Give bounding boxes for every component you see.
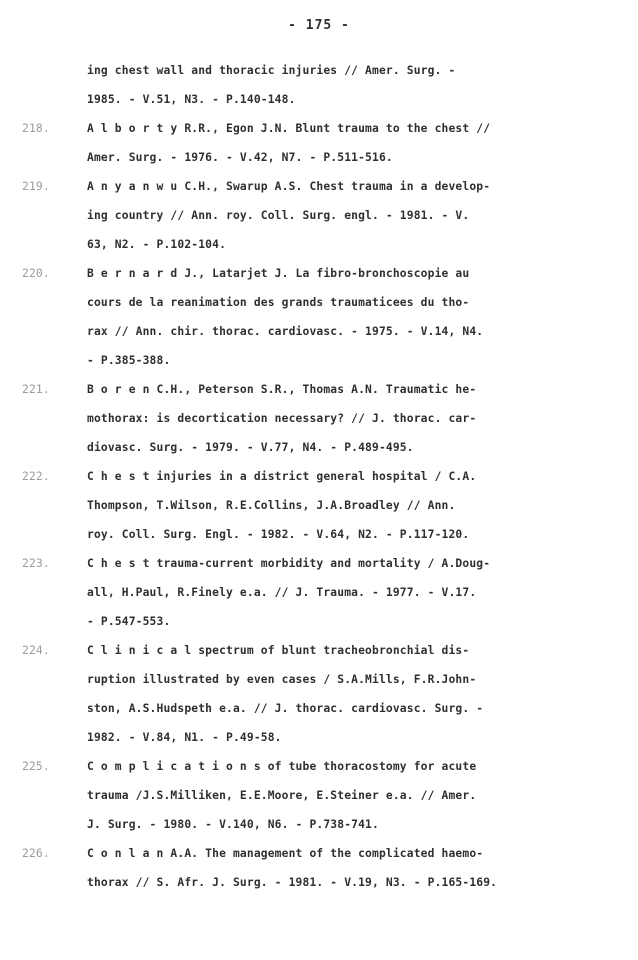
reference-entry [0, 752, 597, 839]
reference-line: A n y a n w u C.H., Swarup A.S. Chest trauma in a develop- [87, 180, 491, 193]
reference-number: 224. [22, 644, 50, 657]
reference-line: 1982. - V.84, N1. - P.49-58. [87, 731, 282, 744]
reference-line: C l i n i c a l spectrum of blunt tracheobronchial dis- [87, 644, 470, 657]
reference-number: 221. [22, 383, 50, 396]
reference-entry [0, 839, 597, 897]
reference-line: trauma /J.S.Milliken, E.E.Moore, E.Steiner e.a. // Amer. [87, 789, 477, 802]
reference-entry [0, 462, 597, 549]
reference-line: 1985. - V.51, N3. - P.140-148. [87, 93, 296, 106]
reference-number: 225. [22, 760, 50, 773]
reference-line: roy. Coll. Surg. Engl. - 1982. - V.64, N2. - P.117-120. [87, 528, 470, 541]
reference-number: 223. [22, 557, 50, 570]
reference-line: B o r e n C.H., Peterson S.R., Thomas A.N. Traumatic he- [87, 383, 477, 396]
reference-number: 219. [22, 180, 50, 193]
reference-number: 220. [22, 267, 50, 280]
reference-line: C o m p l i c a t i o n s of tube thoracostomy for acute [87, 760, 477, 773]
reference-line: all, H.Paul, R.Finely e.a. // J. Trauma. - 1977. - V.17. [87, 586, 477, 599]
reference-line: Amer. Surg. - 1976. - V.42, N7. - P.511-516. [87, 151, 393, 164]
reference-line: B e r n a r d J., Latarjet J. La fibro-bronchoscopie au [87, 267, 470, 280]
reference-line: C h e s t trauma-current morbidity and mortality / A.Doug- [87, 557, 491, 570]
reference-line: 63, N2. - P.102-104. [87, 238, 227, 251]
reference-line: ing country // Ann. roy. Coll. Surg. engl. - 1981. - V. [87, 209, 470, 222]
reference-entry [0, 375, 597, 462]
reference-number: 218. [22, 122, 50, 135]
page-number: - 175 - [288, 18, 350, 33]
reference-entry [0, 56, 597, 114]
reference-line: ruption illustrated by even cases / S.A.Mills, F.R.John- [87, 673, 477, 686]
reference-line: rax // Ann. chir. thorac. cardiovasc. - 1975. - V.14, N4. [87, 325, 484, 338]
reference-line: ing chest wall and thoracic injuries // Amer. Surg. - [87, 64, 456, 77]
reference-line: mothorax: is decortication necessary? // J. thorac. car- [87, 412, 477, 425]
reference-entry [0, 114, 597, 172]
reference-entry [0, 172, 597, 259]
reference-entry [0, 259, 597, 375]
reference-line: - P.385-388. [87, 354, 171, 367]
reference-line: A l b o r t y R.R., Egon J.N. Blunt trauma to the chest // [87, 122, 491, 135]
reference-line: diovasc. Surg. - 1979. - V.77, N4. - P.489-495. [87, 441, 414, 454]
reference-number: 226. [22, 847, 50, 860]
reference-list [0, 56, 638, 897]
reference-entry [0, 636, 597, 752]
reference-line: cours de la reanimation des grands traumaticees du tho- [87, 296, 470, 309]
reference-line: J. Surg. - 1980. - V.140, N6. - P.738-741. [87, 818, 379, 831]
reference-line: Thompson, T.Wilson, R.E.Collins, J.A.Broadley // Ann. [87, 499, 456, 512]
reference-line: thorax // S. Afr. J. Surg. - 1981. - V.19, N3. - P.165-169. [87, 876, 498, 889]
reference-line: ston, A.S.Hudspeth e.a. // J. thorac. cardiovasc. Surg. - [87, 702, 484, 715]
reference-line: C h e s t injuries in a district general hospital / C.A. [87, 470, 477, 483]
reference-line: C o n l a n A.A. The management of the complicated haemo- [87, 847, 484, 860]
reference-line: - P.547-553. [87, 615, 171, 628]
reference-number: 222. [22, 470, 50, 483]
reference-entry [0, 549, 597, 636]
